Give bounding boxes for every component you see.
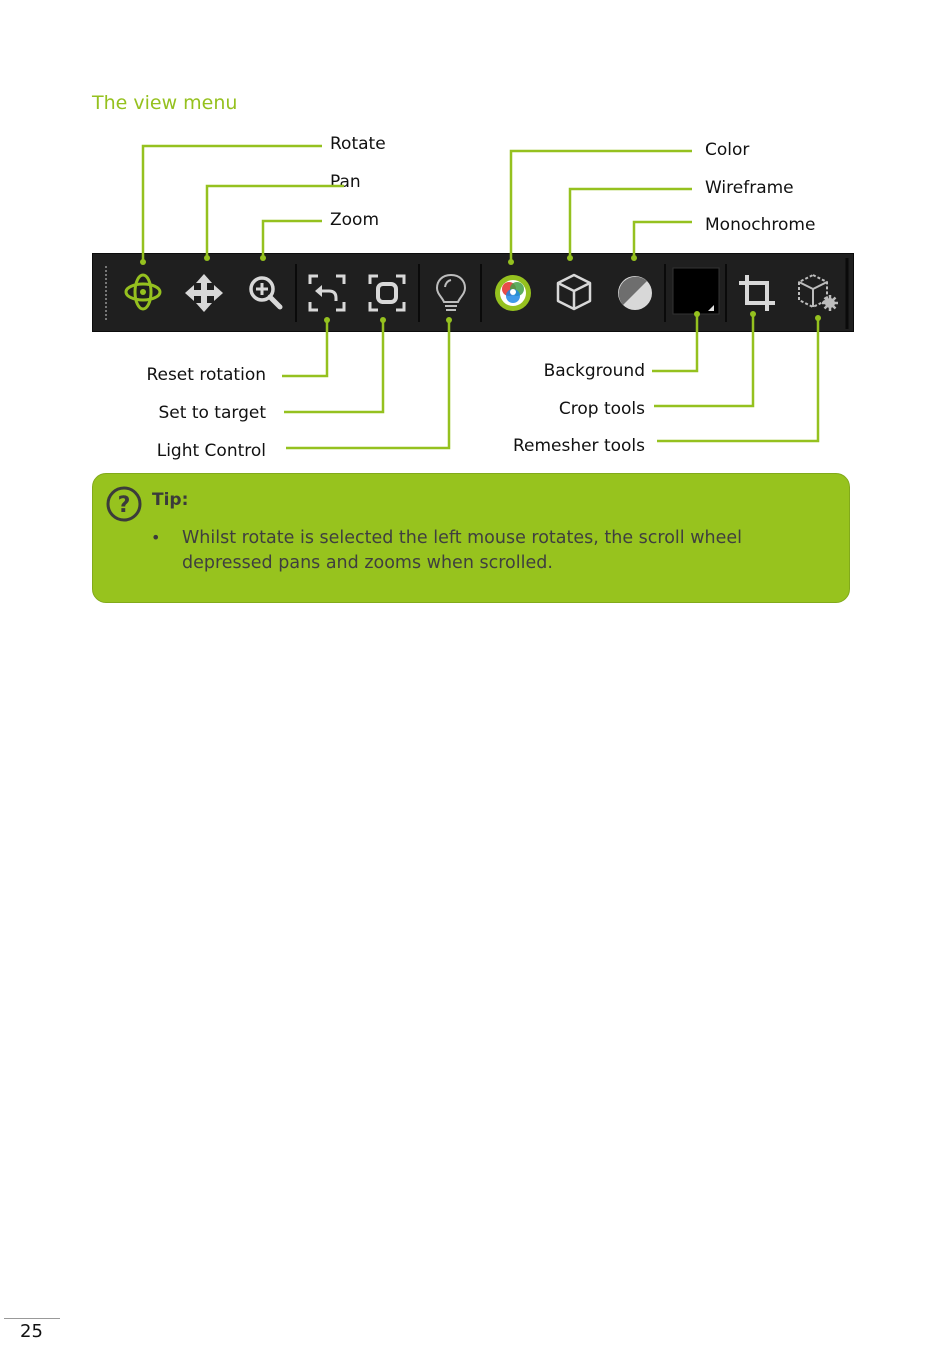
label-pan: Pan [330,172,361,192]
label-zoom: Zoom [330,210,380,230]
label-light-control: Light Control [156,441,266,461]
tip-title: Tip: [152,490,189,510]
label-crop-tools: Crop tools [558,399,645,419]
label-monochrome: Monochrome [705,215,816,235]
section-heading: The view menu [92,92,238,114]
tip-bullet: • [151,528,161,547]
tip-text: Whilst rotate is selected the left mouse rotates, the scroll wheel depressed pans and zooms when scrolled. [182,528,743,573]
label-background: Background [543,361,645,381]
label-color: Color [705,140,750,160]
label-remesher-tools: Remesher tools [512,436,645,456]
page-number: 25 [20,1321,43,1342]
label-set-to-target: Set to target [158,403,266,423]
help-icon [104,484,144,524]
label-reset-rotation: Reset rotation [146,365,266,385]
label-rotate: Rotate [330,134,386,154]
label-wireframe: Wireframe [705,178,794,198]
footer-rule [4,1318,60,1319]
svg-text:?: ? [117,493,131,518]
